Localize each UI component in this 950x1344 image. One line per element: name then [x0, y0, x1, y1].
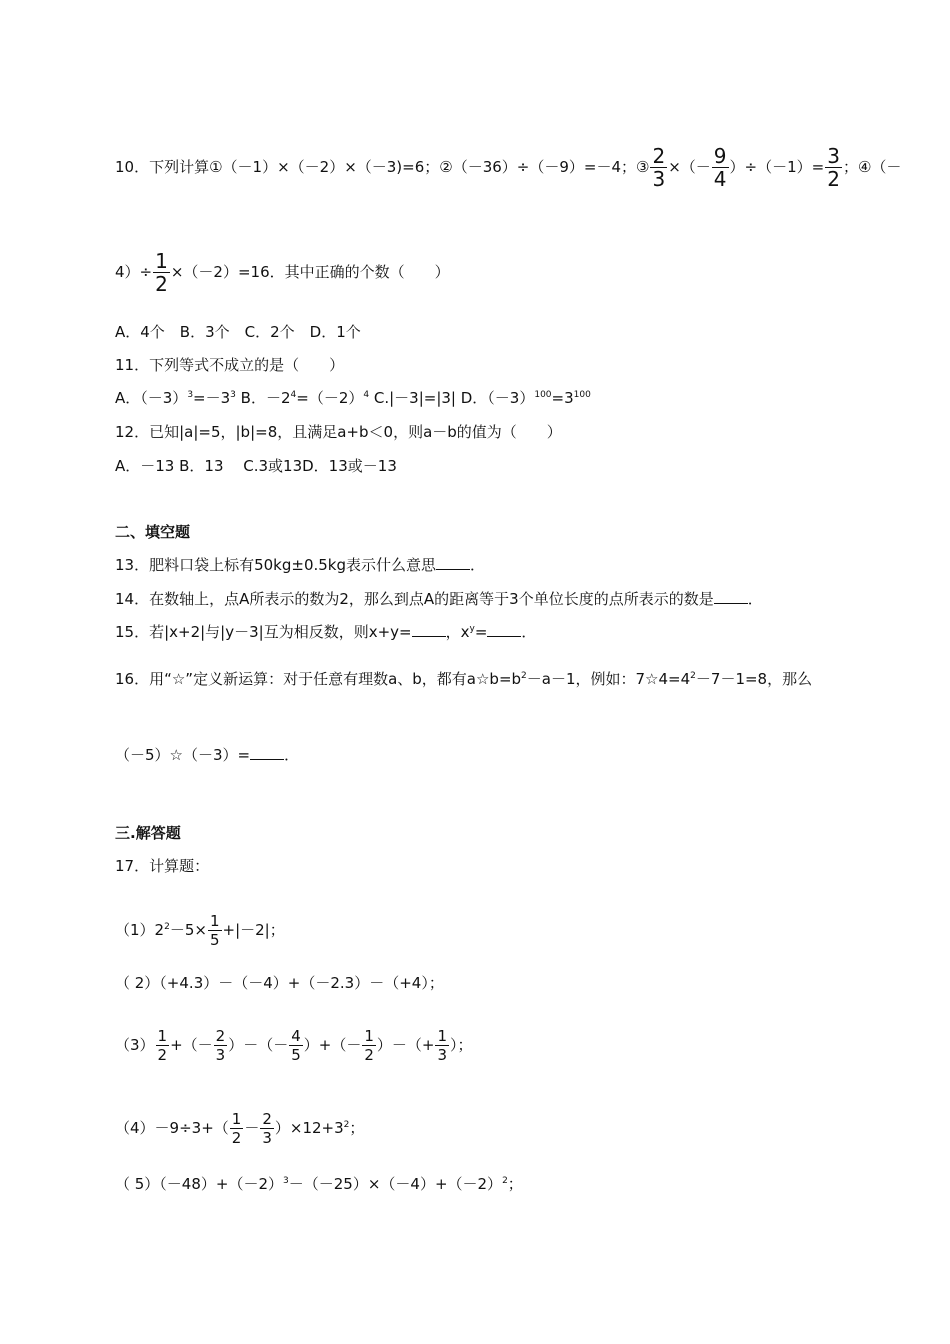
q17-part1: $(1)2^2-5\times$ $\frac{1}{5}$ +|－2|；: [115, 912, 285, 949]
answer-blank[interactable]: [250, 745, 284, 760]
q17-part2: （ 2）（+4.3）－（－4）+（－2.3）－（+4）；: [115, 974, 444, 992]
section-heading-solve: 三.解答题: [115, 824, 181, 842]
q16-line2: （－5）☆（－3）= ．: [115, 746, 300, 764]
fraction: $\frac{9}{4}$: [713, 144, 727, 191]
fraction: $\frac{1}{2}$: [364, 1027, 374, 1064]
q13: 13．肥料口袋上标有50kg±0.5kg表示什么意思 ．: [115, 556, 486, 574]
answer-blank[interactable]: [714, 589, 748, 604]
q10-line1: 10．下列计算①（－1）×（－2）×（－3)=6；②（－36）÷（－9）=－4；③ $\frac{2}{3}$ ×（－ $\frac{9}{4}$ ）÷（－1）= $\frac{3}{2}$ ；④（－: [115, 144, 902, 191]
answer-blank[interactable]: [436, 555, 470, 570]
fraction: $\frac{1}{2}$: [155, 249, 168, 296]
q17-part5: （ $5)(-48)+(-2)^3-(-25)\times(-4)+(-2)^2$；: [115, 1175, 523, 1193]
q17-part3: （3） $\frac{1}{2}$ +（－ $\frac{2}{3}$ ）－（－ $\frac{4}{5}$ ）+（－ $\frac{1}{2}$ ）－（+ $\frac{1}{3}$ ）；: [115, 1027, 473, 1064]
fraction: $\frac{2}{3}$: [215, 1027, 226, 1064]
q11-stem: 11．下列等式不成立的是（ ）: [115, 356, 345, 374]
q10-line2: 4）÷ $\frac{1}{2}$ ×（－2）=16．其中正确的个数（ ）: [115, 249, 450, 296]
q11-options: A．$(-3)^3=-3^3$ B．$-2^4=(-2)^4$ C.|－3|=|3| D．$(-3)^{100}=3^{100}$: [115, 389, 591, 407]
q10-options: A．4个 B．3个 C．2个 D．1个: [115, 323, 361, 341]
answer-blank[interactable]: [487, 622, 521, 637]
fraction: $\frac{1}{3}$: [437, 1027, 448, 1064]
fraction: $\frac{3}{2}$: [827, 144, 840, 191]
fraction: $\frac{1}{2}$: [231, 1110, 242, 1147]
fraction: $\frac{1}{2}$: [157, 1027, 168, 1064]
fraction: $\frac{4}{5}$: [291, 1027, 301, 1064]
q16-line1: 16．用“☆”定义新运算：对于任意有理数a、b，都有$a☆b=b^2-a-1$，例如：$7☆4=4^2-7-1=8$，那么: [115, 670, 813, 688]
q12-stem: 12．已知|a|=5，|b|=8，且满足a+b＜0，则a－b的值为（ ）: [115, 423, 562, 441]
fraction: $\frac{2}{3}$: [652, 144, 666, 191]
fraction: $\frac{1}{5}$: [209, 912, 220, 949]
q17-stem: 17．计算题：: [115, 857, 210, 875]
q15: 15．若|x+2|与|y－3|互为相反数，则x+y= ，$x^y=$ ．: [115, 623, 537, 641]
q17-part4: （4）－9÷3+（ $\frac{1}{2}$ － $\frac{2}{3}$ ）$\times 12+3^2$；: [115, 1110, 365, 1147]
answer-blank[interactable]: [412, 622, 446, 637]
q14: 14．在数轴上，点A所表示的数为2，那么到点A的距离等于3个单位长度的点所表示的数是 ．: [115, 590, 763, 608]
fraction: $\frac{2}{3}$: [262, 1110, 272, 1147]
q12-options: A．－13 B．13 C.3或13D．13或－13: [115, 457, 397, 475]
section-heading-fill-in: 二、填空题: [115, 523, 191, 541]
